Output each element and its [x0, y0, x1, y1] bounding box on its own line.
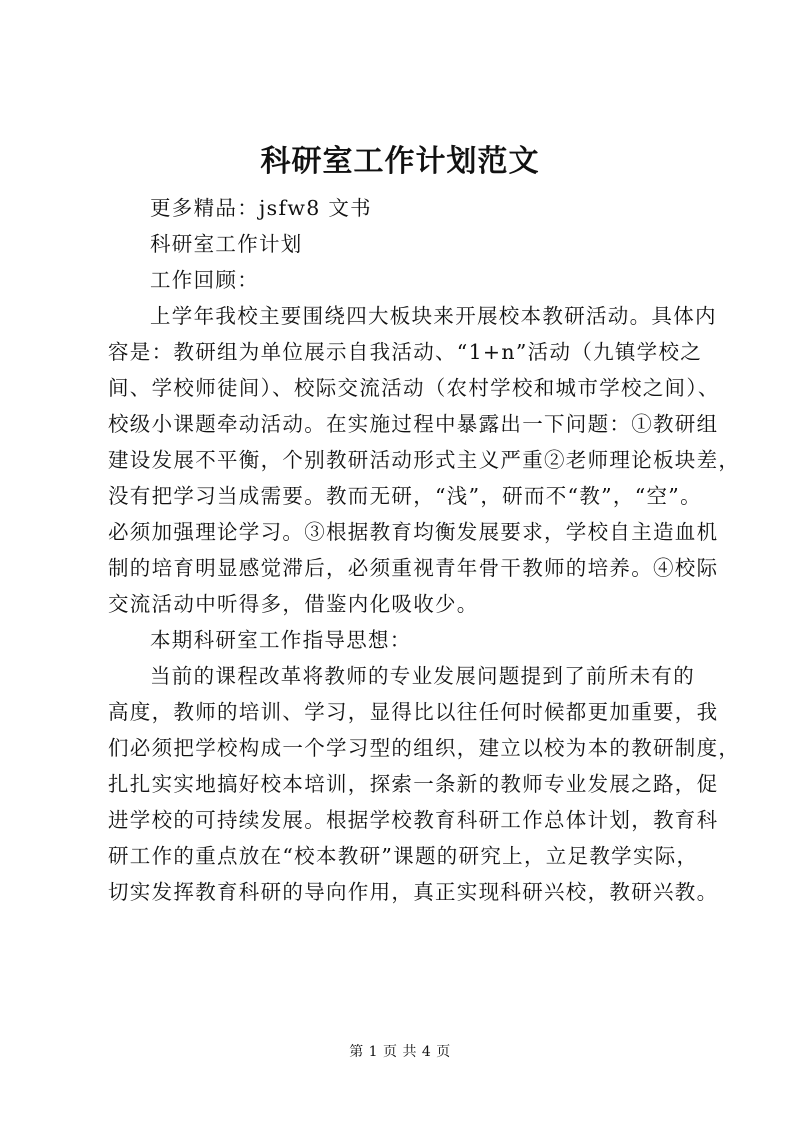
text-line: 高度，教师的培训、学习，显得比以往任何时候都更加重要，我 [108, 700, 719, 724]
text-line: 容是：教研组为单位展示自我活动、“1+n”活动（九镇学校之 [108, 340, 703, 364]
text-line: 没有把学习当成需要。教而无研，“浅”，研而不“教”，“空”。 [108, 484, 702, 508]
page-footer: 第 1 页 共 4 页 [349, 1044, 451, 1060]
text-line: 研工作的重点放在“校本教研”课题的研究上，立足教学实际， [108, 844, 699, 868]
text-line: 制的培育明显感觉滞后，必须重视青年骨干教师的培养。④校际 [108, 556, 719, 580]
text-line: 交流活动中听得多，借鉴内化吸收少。 [108, 592, 479, 616]
text-line: 进学校的可持续发展。根据学校教育科研工作总体计划，教育科 [108, 808, 719, 832]
text-line: 工作回顾： [150, 268, 259, 292]
text-line: 们必须把学校构成一个学习型的组织，建立以校为本的教研制度， [108, 736, 741, 760]
text-line: 本期科研室工作指导思想： [150, 628, 412, 652]
document-body [108, 190, 741, 910]
text-line: 切实发挥教育科研的导向作用，真正实现科研兴校，教研兴教。 [108, 880, 719, 904]
text-line: 建设发展不平衡，个别教研活动形式主义严重②老师理论板块差， [108, 448, 741, 472]
text-line: 扎扎实实地搞好校本培训，探索一条新的教师专业发展之路，促 [108, 772, 719, 796]
text-line: 更多精品：jsfw8 文书 [150, 196, 372, 220]
text-line: 间、学校师徒间）、校际交流活动（农村学校和城市学校之间）、 [108, 376, 720, 400]
text-line: 上学年我校主要围绕四大板块来开展校本教研活动。具体内 [150, 304, 717, 328]
text-line: 当前的课程改革将教师的专业发展问题提到了前所未有的 [150, 664, 695, 688]
text-line: 必须加强理论学习。③根据教育均衡发展要求，学校自主造血机 [108, 520, 719, 544]
document-title: 科研室工作计划范文 [260, 144, 540, 179]
text-line: 科研室工作计划 [150, 232, 303, 256]
text-line: 校级小课题牵动活动。在实施过程中暴露出一下问题：①教研组 [108, 412, 719, 436]
